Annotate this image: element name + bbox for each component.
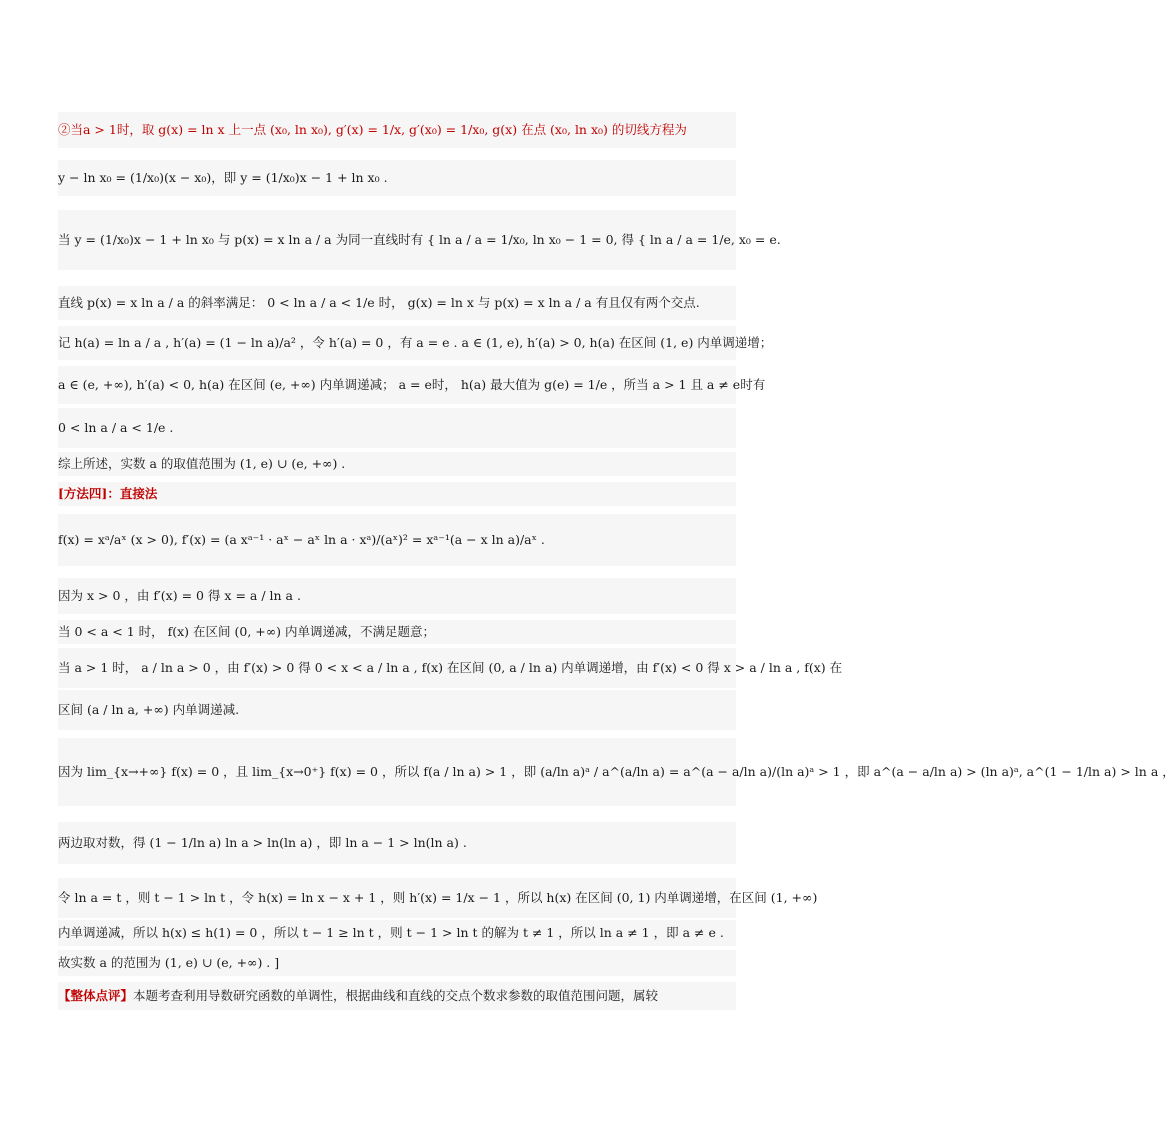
line-text: f(x) = xᵃ/aˣ (x > 0), f′(x) = (a xᵃ⁻¹ · aˣ − aˣ ln a · xᵃ)/(aˣ)² = xᵃ⁻¹(a − x ln a)/aˣ . [58,532,545,547]
line-text: 当 a > 1 时， a / ln a > 0 ，由 f′(x) > 0 得 0 < x < a / ln a , f(x) 在区间 (0, a / ln a) 内单调递增，由 f′(x) < 0 得 x > a / ln a , f(x) 在 [58,660,843,675]
line-text: 直线 p(x) = x ln a / a 的斜率满足： 0 < ln a / a < 1/e 时， g(x) = ln x 与 p(x) = x ln a / a 有且仅有两个交点. [58,295,700,310]
solution-line-slope [58,286,736,320]
solution-line-case-a-greater-1 [58,648,843,688]
line-text: 0 < ln a / a < 1/e . [58,420,174,435]
solution-line-summary [58,452,736,476]
solution-line-logarithm [58,822,736,864]
line-text: 区间 (a / ln a, +∞) 内单调递减. [58,702,240,717]
line-text: 因为 lim_{x→+∞} f(x) = 0 ，且 lim_{x→0⁺} f(x) = 0 ，所以 f(a / ln a) > 1 ，即 (a/ln a)ᵃ / a^(a/ln a) = a^(a − a/ln a)/(ln a)ᵃ > 1 ，即 a^(a − a/ln a) > (ln a)ᵃ, a^(1 − 1/ln a) > ln a ， [58,764,1175,779]
line-text: 内单调递减，所以 h(x) ≤ h(1) = 0 ，所以 t − 1 ≥ ln t ，则 t − 1 > ln t 的解为 t ≠ 1 ，所以 ln a ≠ 1 ，即 a ≠ e . [58,925,724,940]
line-text: a ∈ (e, +∞), h′(a) < 0, h(a) 在区间 (e, +∞) 内单调递减； a = e时， h(a) 最大值为 g(e) = 1/e ，所当 a > 1 且 a ≠ e时有 [58,377,766,392]
method-four-heading [58,482,736,506]
line-text: 综上所述，实数 a 的取值范围为 (1, e) ∪ (e, +∞) . [58,456,346,471]
solution-line-conclusion-t [58,920,736,946]
solution-line-tangent [58,160,736,196]
overall-comment-label: 【整体点评】 [58,988,134,1003]
solution-line-substitution [58,878,818,918]
line-text: 故实数 a 的范围为 (1, e) ∪ (e, +∞) . ] [58,955,280,970]
line-text: 两边取对数，得 (1 − 1/ln a) ln a > ln(ln a) ，即 ln a − 1 > ln(ln a) . [58,835,467,850]
line-text: 当 y = (1/x₀)x − 1 + ln x₀ 与 p(x) = x ln a / a 为同一直线时有 { ln a / a = 1/x₀, ln x₀ − 1 = 0, 得 { ln a / a = 1/e, x₀ = e. [58,232,781,247]
solution-line-case-a-less-1 [58,620,736,644]
solution-line-system [58,210,781,270]
solution-line-h-define [58,326,773,360]
line-text: 记 h(a) = ln a / a , h′(a) = (1 − ln a)/a² ，令 h′(a) = 0 ，有 a = e . a ∈ (1, e), h′(a) > 0, h(a) 在区间 (1, e) 内单调递增； [58,335,773,350]
line-text: 令 ln a = t ，则 t − 1 > ln t ，令 h(x) = ln x − x + 1 ，则 h′(x) = 1/x − 1 ，所以 h(x) 在区间 (0, 1) 内单调递增，在区间 (1, +∞) [58,890,818,905]
line-text: y − ln x₀ = (1/x₀)(x − x₀)，即 y = (1/x₀)x − 1 + ln x₀ . [58,170,388,185]
line-text: 当 0 < a < 1 时， f(x) 在区间 (0, +∞) 内单调递减，不满足题意； [58,624,436,639]
overall-comment-text: 本题考查利用导数研究函数的单调性，根据曲线和直线的交点个数求参数的取值范围问题，属较 [133,988,659,1003]
solution-line-derivative [58,514,736,566]
line-text: 因为 x > 0 ，由 f′(x) = 0 得 x = a / ln a . [58,588,301,603]
solution-line-final-range [58,950,736,976]
solution-line-interval-decreasing [58,690,736,730]
solution-line-inequality [58,408,736,448]
solution-line-limits [58,738,1175,806]
solution-line-h-decreasing [58,366,766,404]
overall-comment [58,982,736,1010]
line-text: [方法四]：直接法 [58,486,158,501]
solution-line-case2 [58,112,736,148]
line-text: ②当a > 1时，取 g(x) = ln x 上一点 (x₀, ln x₀), g′(x) = 1/x, g′(x₀) = 1/x₀, g(x) 在点 (x₀, ln x₀) 的切线方程为 [58,122,687,137]
solution-line-critical-point [58,578,736,614]
